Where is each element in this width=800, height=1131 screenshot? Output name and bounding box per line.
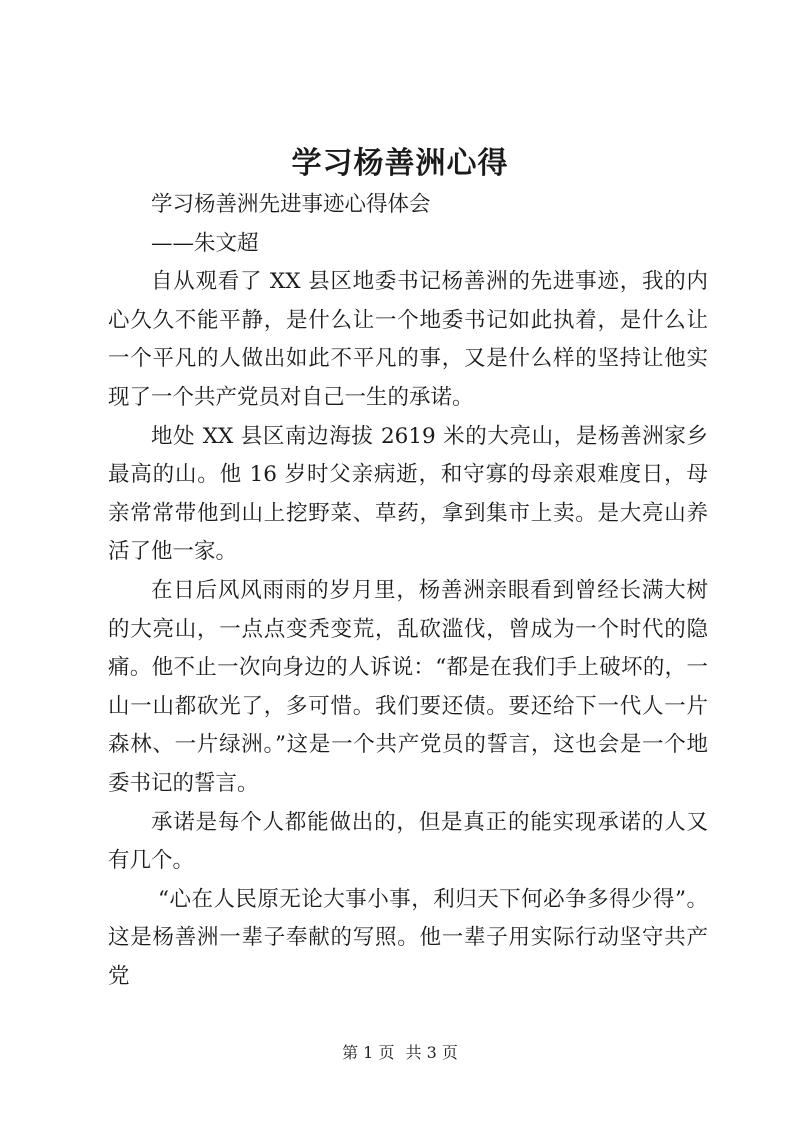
subtitle-line: 学习杨善洲先进事迹心得体会 bbox=[151, 192, 431, 217]
paragraph-3: 在日后风风雨雨的岁月里，杨善洲亲眼看到曾经长满大树的大亮山，一点点变秃变荒，乱砍滥伐，曾成为一个时代的隐痛。他不止一次向身边的人诉说：“都是在我们手上破坏的，一山一山都砍光了，多可惜。我们要还债。要还给下一代人一片森林、一片绿洲。”这是一个共产党员的誓言，这也会是一个地委书记的誓言。 bbox=[108, 577, 708, 796]
page-number: 第 1 页 bbox=[342, 1043, 395, 1062]
paragraph-4: 承诺是每个人都能做出的，但是真正的能实现承诺的人又有几个。 bbox=[108, 809, 708, 874]
author-line: ——朱文超 bbox=[151, 230, 259, 256]
document-title: 学习杨善洲心得 bbox=[291, 146, 509, 181]
page-total: 共 3 页 bbox=[405, 1043, 458, 1062]
paragraph-5: “心在人民原无论大事小事，利归天下何必争多得少得”。这是杨善洲一辈子奉献的写照。他一辈子用实际行动坚守共产党 bbox=[108, 886, 708, 989]
page-footer bbox=[0, 1040, 800, 1063]
paragraph-1: 自从观看了 XX 县区地委书记杨善洲的先进事迹，我的内心久久不能平静，是什么让一个地委书记如此执着，是什么让一个平凡的人做出如此不平凡的事，又是什么样的坚持让他实现了一个共产党员对自己一生的承诺。 bbox=[108, 269, 708, 410]
paragraph-2: 地处 XX 县区南边海拔 2619 米的大亮山，是杨善洲家乡最高的山。他 16 岁时父亲病逝，和守寡的母亲艰难度日，母亲常常带他到山上挖野菜、草药，拿到集市上卖。是大亮山养活了他一家。 bbox=[108, 423, 708, 565]
document-body bbox=[108, 186, 708, 996]
